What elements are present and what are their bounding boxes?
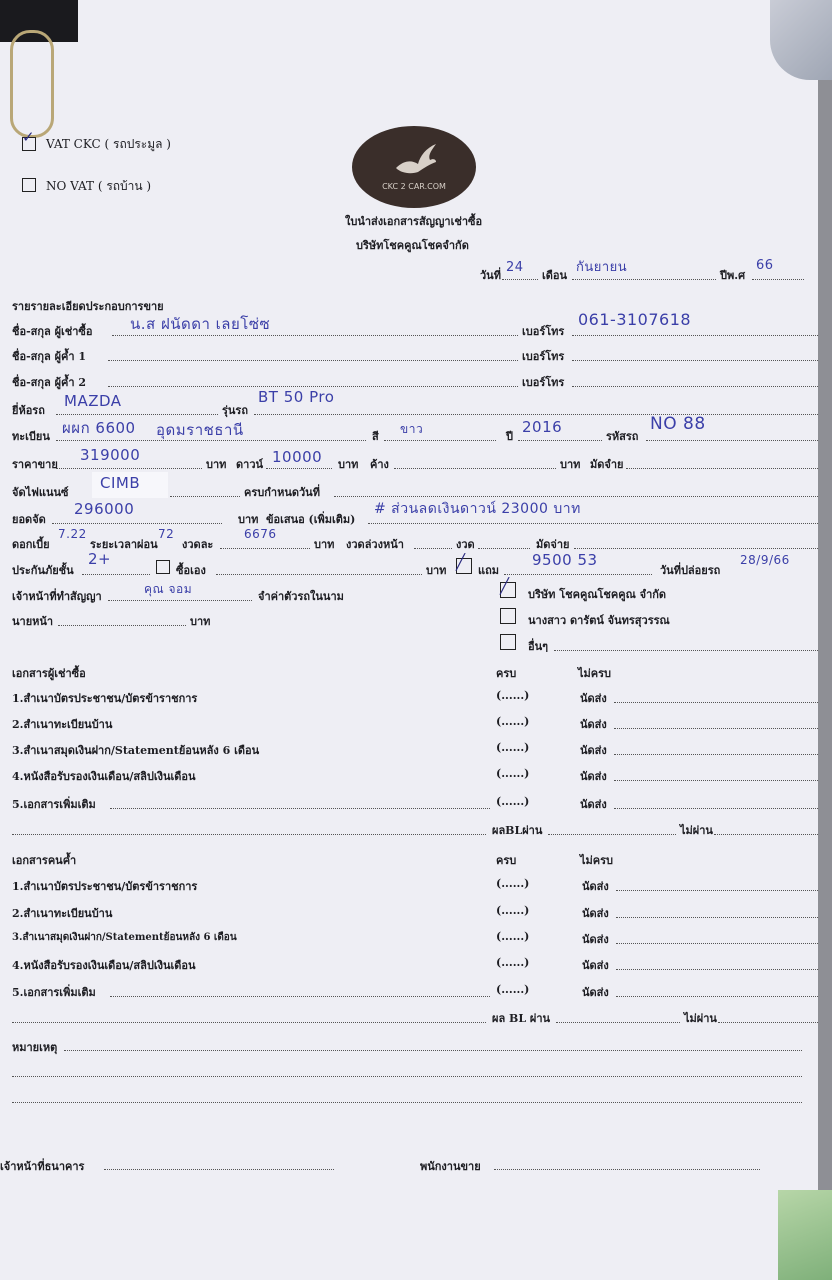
buyer-doc-item: 2.สำเนาทะเบียนบ้าน [12,718,113,731]
insurance-self-label: ซื้อเอง [176,564,206,577]
dotted-line [110,808,490,809]
buyer-phone-label: เบอร์โทร [522,325,565,338]
doc-appoint-label: นัดส่ง [580,692,607,705]
code-value: NO 88 [650,414,706,434]
dotted-line [414,548,452,549]
insurance-free-label: แถม [478,564,500,577]
guarantor-doc-item: 4.หนังสือรับรองเงินเดือน/สลิปเงินเดือน [12,959,196,972]
novat-option-label: NO VAT ( รถบ้าน ) [46,179,152,193]
dotted-line [12,1102,802,1103]
extra-offer-value: # ส่วนลดเงินดาวน์ 23000 บาท [374,501,581,517]
background-object [778,1190,832,1280]
bl-pass-label: ผล BL ผ่าน [492,1012,551,1025]
date-year-label: ปีพ.ศ [720,269,746,282]
doc-check-slot: (......) [496,956,530,969]
buyer-doc-item: 1.สำเนาบัตรประชาชน/บัตรข้าราชการ [12,692,198,705]
bl-pass-label: ผลBLผ่าน [492,824,543,837]
guarantor2-phone-label: เบอร์โทร [522,376,565,389]
dotted-line [614,808,818,809]
dotted-line [82,574,150,575]
down-unit: บาท [338,458,359,471]
guarantor-doc-item: 2.สำเนาทะเบียนบ้าน [12,907,113,920]
logo-wordmark: CKC 2 CAR.COM [382,182,446,191]
dotted-line [572,335,818,336]
bl-fail-label: ไม่ผ่าน [680,824,713,837]
dotted-line [108,360,518,361]
dotted-line [394,468,556,469]
buyer-doc-item: 4.หนังสือรับรองเงินเดือน/สลิปเงินเดือน [12,770,196,783]
interest-rate-value: 7.22 [58,527,87,541]
sales-signature-label: พนักงานขาย [420,1160,481,1173]
doc-check-slot: (......) [496,904,530,917]
dotted-line [58,625,186,626]
dotted-line [614,702,818,703]
remain-label: ค้าง [370,458,389,471]
dotted-line [52,523,222,524]
company-checkbox[interactable] [500,608,516,624]
check-mark-icon: ╱ [456,553,466,571]
novat-checkbox[interactable] [22,178,36,192]
term-label: ระยะเวลาผ่อน [90,538,158,551]
guarantor-doc-item: 3.สำเนาสมุดเงินฝาก/Statementย้อนหลัง 6 เดือน [12,932,237,943]
price-unit: บาท [206,458,227,471]
finance-value: CIMB [100,474,141,492]
buyer-doc-item: 3.สำเนาสมุดเงินฝาก/Statementย้อนหลัง 6 เดือน [12,744,260,757]
buyer-name-label: ชื่อ-สกุล ผู้เช่าซื้อ [12,325,93,338]
dotted-line [614,780,818,781]
car-model-value: BT 50 Pro [258,388,335,406]
dotted-line [104,1169,334,1170]
doc-appoint-label: นัดส่ง [580,770,607,783]
doc-check-slot: (......) [496,767,530,780]
doc-check-slot: (......) [496,930,530,943]
dotted-line [626,468,818,469]
buyer-phone-value: 061-3107618 [578,310,692,329]
doc-appoint-label: นัดส่ง [582,933,609,946]
car-model-label: รุ่นรถ [222,404,248,417]
form-title: ใบนำส่งเอกสารสัญญาเช่าซื้อ [345,215,483,228]
color-label: สี [372,430,379,443]
dotted-line [718,1022,818,1023]
advance-label: งวดล่วงหน้า [346,538,404,551]
dotted-line [616,917,818,918]
section-heading-sale: รายรายละเอียดประกอบการขาย [12,300,164,313]
down-value: 10000 [272,448,323,466]
dotted-line [646,440,818,441]
doc-appoint-label: นัดส่ง [582,986,609,999]
insurance-self-checkbox[interactable] [156,560,170,574]
broker-unit: บาท [190,615,211,628]
buyer-name-value: น.ส ฝนัดดา เลยโซ่ซ [130,315,271,333]
year-label: ปี [506,430,513,443]
dotted-line [368,523,818,524]
dotted-line [334,496,818,497]
dotted-line [56,468,202,469]
dotted-line [572,360,818,361]
guarantor2-label: ชื่อ-สกุล ผู้ค้ำ 2 [12,376,87,389]
year-value: 2016 [522,418,563,436]
check-mark-icon: ╱ [500,577,510,595]
doc-check-slot: (......) [496,689,530,702]
insurance-unit: บาท [426,564,447,577]
dotted-line [614,728,818,729]
guarantor-docs-heading: เอกสารคนค้ำ [12,854,77,867]
doc-check-slot: (......) [496,983,530,996]
dotted-line [110,996,490,997]
agent-name-value: คุณ จอม [144,582,193,596]
dotted-line [56,414,218,415]
dotted-line [616,943,818,944]
price-label: ราคาขาย [12,458,58,471]
dotted-line [572,386,818,387]
bank-officer-signature-label: เจ้าหน้าที่ธนาคาร [0,1160,85,1173]
guarantor-doc-item: 1.สำเนาบัตรประชาชน/บัตรข้าราชการ [12,880,198,893]
doc-appoint-label: นัดส่ง [582,880,609,893]
dotted-line [254,414,818,415]
date-month-label: เดือน [542,269,568,282]
dotted-line [108,600,252,601]
dotted-line [494,1169,760,1170]
installment-unit: บาท [314,538,335,551]
doc-check-slot: (......) [496,795,530,808]
color-value: ขาว [400,422,424,436]
deposit-label: มัดจำย [590,458,624,471]
dotted-line [616,969,818,970]
guarantor-doc-item: 5.เอกสารเพิ่มเติม [12,986,96,999]
dotted-line [216,574,422,575]
doc-appoint-label: นัดส่ง [580,798,607,811]
buyer-docs-heading: เอกสารผู้เช่าซื้อ [12,667,86,680]
company-option-label: นางสาว ดารัตน์ จันทรสุวรรณ [528,614,670,627]
date-month-value: กันยายน [576,260,628,275]
docs-col-incomplete: ไม่ครบ [578,667,612,680]
price-value: 319000 [80,446,141,464]
dotted-line [220,548,310,549]
dotted-line [12,1076,802,1077]
insurance-label: ประกันภัยชั้น [12,564,74,577]
date-year-value: 66 [756,258,774,273]
loan-label: ยอดจัด [12,513,46,526]
doc-check-slot: (......) [496,715,530,728]
dotted-line [12,834,486,835]
dotted-line [714,834,818,835]
company-option-label: บริษัท โชคคูณโชคคูณ จำกัด [528,588,667,601]
binder-clip-wire [10,30,54,138]
interest-label: ดอกเบี้ย [12,538,50,551]
dotted-line [64,1050,802,1051]
dotted-line [502,279,538,280]
doc-check-slot: (......) [496,741,530,754]
installment-label: งวดละ [182,538,214,551]
dotted-line [752,279,804,280]
company-option-label: อื่นๆ [528,640,549,653]
broker-label: นายหน้า [12,615,54,628]
doc-appoint-label: นัดส่ง [580,744,607,757]
dotted-line [616,996,818,997]
term-value: 72 [158,527,175,541]
vat-option-label: VAT CKC ( รถประมูล ) [46,137,171,151]
dotted-line [12,1022,486,1023]
dotted-line [108,386,518,387]
dotted-line [548,834,676,835]
guarantor1-label: ชื่อ-สกุล ผู้ค้ำ 1 [12,350,87,363]
insurance-class-value: 2+ [88,550,112,568]
date-day-value: 24 [506,260,524,275]
pegasus-icon [390,138,440,178]
release-date-label: วันที่ปล่อยรถ [660,564,721,577]
buyer-doc-item: 5.เอกสารเพิ่มเติม [12,798,96,811]
guarantor1-phone-label: เบอร์โทร [522,350,565,363]
due-label: ครบกำหนดวันที่ [244,486,320,499]
release-date-value: 28/9/66 [740,553,790,567]
doc-check-slot: (......) [496,877,530,890]
car-brand-value: MAZDA [64,392,122,410]
doc-appoint-label: นัดส่ง [582,959,609,972]
dotted-line [504,574,652,575]
dotted-line [478,548,530,549]
date-day-label: วันที่ [480,269,501,282]
agent-label: เจ้าหน้าที่ทำสัญญา [12,590,102,603]
docs-col-complete: ครบ [496,667,517,680]
insurance-free-value: 9500 53 [532,551,598,569]
car-brand-label: ยี่ห้อรถ [12,404,45,417]
period-label: งวด [456,538,475,551]
docs-col-complete: ครบ [496,854,517,867]
bl-fail-label: ไม่ผ่าน [684,1012,717,1025]
code-label: รหัสรถ [606,430,639,443]
dotted-line [614,754,818,755]
company-title: บริษัทโชคคูณโชคจำกัด [356,239,469,252]
remain-unit: บาท [560,458,581,471]
plate-province-value: อุดมราชธานี [156,421,244,439]
dotted-line [384,440,496,441]
dotted-line [556,1022,680,1023]
down-label: ดาวน์ [236,458,264,471]
registration-note: จำค่าตัวรถในนาม [258,590,344,603]
company-logo [352,126,476,208]
extra-offer-label: ข้อเสนอ (เพิ่มเติม) [266,513,356,526]
dotted-line [554,650,818,651]
deposit-pay-label: มัดจ่าย [536,538,570,551]
dotted-line [518,440,602,441]
plate-label: ทะเบียน [12,430,50,443]
installment-value: 6676 [244,527,277,541]
dotted-line [616,890,818,891]
docs-col-incomplete: ไม่ครบ [580,854,614,867]
dotted-line [266,468,332,469]
remark-label: หมายเหตุ [12,1041,58,1054]
loan-value: 296000 [74,500,135,518]
dotted-line [170,496,240,497]
doc-appoint-label: นัดส่ง [582,907,609,920]
company-checkbox[interactable] [500,634,516,650]
loan-unit: บาท [238,513,259,526]
dotted-line [572,279,716,280]
plate-value: ผผก 6600 [62,419,136,437]
dotted-line [574,548,818,549]
doc-appoint-label: นัดส่ง [580,718,607,731]
check-mark-icon: ✓ [22,128,35,146]
finance-label: จัดไฟแนนซ์ [12,486,69,499]
